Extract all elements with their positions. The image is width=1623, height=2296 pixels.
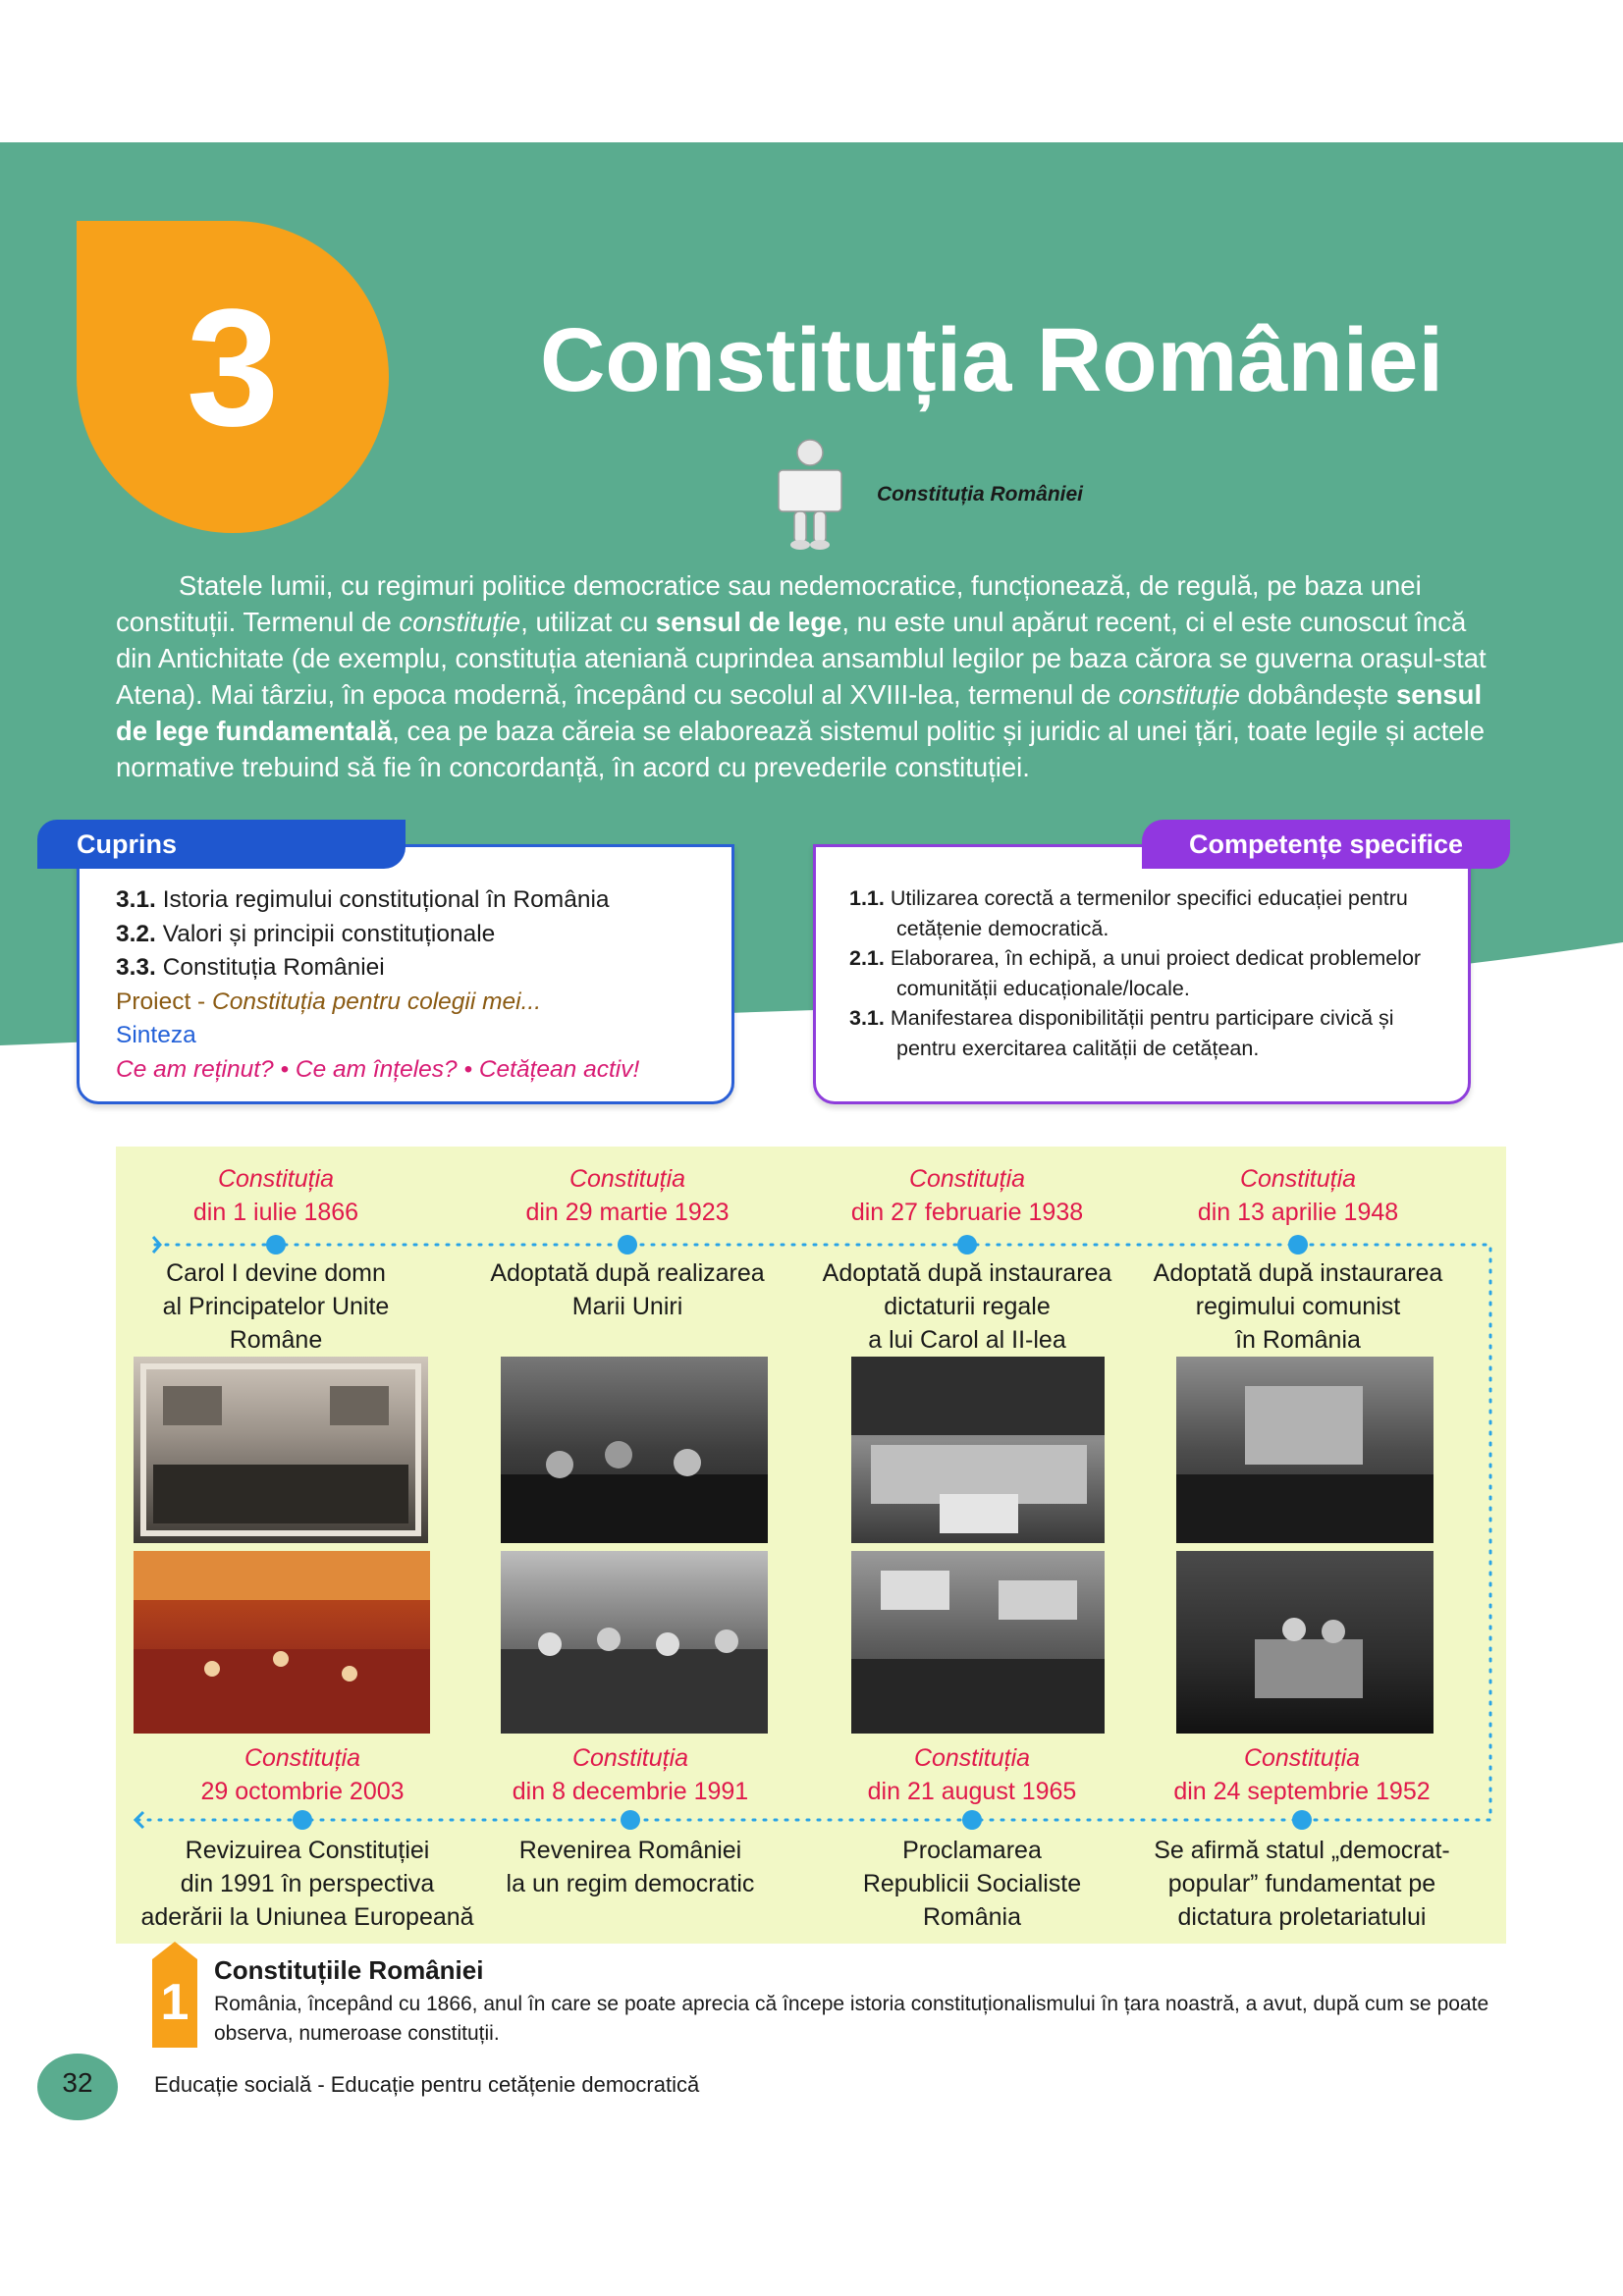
- photo-1938-signing: [851, 1357, 1105, 1543]
- timeline-desc-2003: Revizuirea Constituției din 1991 în perspectiva aderării la Uniunea Europeană: [140, 1837, 474, 1931]
- photo-1866-parliament: [134, 1357, 428, 1543]
- photo-1965-demonstration: [851, 1551, 1105, 1734]
- timeline-desc-1866: Carol I devine domn al Principatelor Unite Române: [162, 1259, 390, 1354]
- timeline-desc-1965: Proclamarea Republicii Socialiste România: [862, 1837, 1082, 1931]
- contents-list: [116, 883, 725, 1087]
- competence-item: 3.1. Manifestarea disponibilității pentru participare civică și pentru exercitarea calității de cetățean.: [849, 1006, 1394, 1060]
- timeline-date-1938: Constituția din 27 februarie 1938: [850, 1165, 1084, 1226]
- source-number: 1: [160, 1974, 189, 2031]
- timeline-date-1948: Constituția din 13 aprilie 1948: [1197, 1165, 1399, 1226]
- footer-text: Educație socială - Educație pentru cetățenie democratică: [154, 2072, 700, 2097]
- mascot-with-sign-icon: [771, 437, 849, 555]
- photo-2003-parliament: [134, 1551, 430, 1734]
- photo-1923-assembly: [501, 1357, 768, 1543]
- timeline-desc-1991: Revenirea României la un regim democratic: [506, 1837, 755, 1897]
- page-number: 32: [62, 2067, 93, 2098]
- timeline-dot: [962, 1810, 982, 1830]
- photo-1952-assembly: [1176, 1551, 1434, 1734]
- photo-1948-assembly: [1176, 1357, 1434, 1543]
- chapter-number: 3: [186, 275, 280, 461]
- timeline-date-1965: Constituția din 21 august 1965: [867, 1744, 1077, 1805]
- contents-project-item[interactable]: Proiect - Constituția pentru colegii mei...: [116, 988, 542, 1015]
- intro-paragraph: Statele lumii, cu regimuri politice democratice sau nedemocratice, funcționează, de regulă, pe baza unei constituții. Termenul de constituție, utilizat cu sensul de lege, nu este unul apărut recent, ci el este cunoscut încă din Antichitate (de exemplu, constituția ateniană cuprindea ansamblul legilor pe baza cărora se guverna orașul-stat Atena). Mai târziu, în epoca modernă, începând cu secolul al XVIII-lea, termenul de constituție dobândește sensul de lege fundamentală, cea pe baza căreia se elaborează sistemul politic și juridic al unei țări, toate legile și actele normative trebuind să fie în concordanță, în acord cu prevederile constituției.: [116, 570, 1487, 782]
- timeline-dot: [1288, 1235, 1308, 1255]
- competences-list: [849, 883, 1458, 1063]
- timeline-desc-1923: Adoptată după realizarea Marii Uniri: [490, 1259, 765, 1320]
- timeline-dot: [293, 1810, 312, 1830]
- timeline-dot: [621, 1810, 640, 1830]
- source-title: Constituțiile României: [214, 1955, 484, 1985]
- photo-1991-parliament: [501, 1551, 768, 1734]
- timeline-date-1866: Constituția din 1 iulie 1866: [192, 1165, 359, 1226]
- contents-item[interactable]: 3.3. Constituția României: [116, 954, 385, 981]
- contents-tab: Cuprins: [37, 820, 406, 869]
- mascot-caption: Constituția României: [877, 483, 1084, 506]
- constitutions-timeline: [116, 1147, 1506, 1944]
- timeline-dot: [266, 1235, 286, 1255]
- timeline-date-1991: Constituția din 8 decembrie 1991: [512, 1744, 749, 1805]
- competence-item: 1.1. Utilizarea corectă a termenilor specifici educației pentru cetățenie democratică.: [849, 886, 1408, 940]
- timeline-dot: [618, 1235, 637, 1255]
- timeline-desc-1948: Adoptată după instaurarea regimului comunist în România: [1153, 1259, 1443, 1354]
- timeline-date-1923: Constituția din 29 martie 1923: [525, 1165, 730, 1226]
- timeline-date-1952: Constituția din 24 septembrie 1952: [1173, 1744, 1431, 1805]
- competence-item: 2.1. Elaborarea, în echipă, a unui proiect dedicat problemelor comunității educaționale/locale.: [849, 946, 1422, 1000]
- contents-item[interactable]: 3.1. Istoria regimului constituțional în România: [116, 886, 610, 913]
- competences-tab: Competențe specifice: [1142, 820, 1510, 869]
- timeline-date-2003: Constituția 29 octombrie 2003: [200, 1744, 405, 1805]
- contents-review-item[interactable]: Ce am reținut? • Ce am înțeles? • Cetățean activ!: [116, 1055, 640, 1083]
- contents-item[interactable]: 3.2. Valori și principii constituționale: [116, 920, 496, 947]
- timeline-desc-1952: Se afirmă statul „democrat- popular” fundamentat pe dictatura proletariatului: [1154, 1837, 1450, 1931]
- contents-synthesis-item[interactable]: Sinteza: [116, 1022, 196, 1048]
- timeline-desc-1938: Adoptată după instaurarea dictaturii regale a lui Carol al II-lea: [822, 1259, 1112, 1354]
- source-text: România, începând cu 1866, anul în care se poate aprecia că începe istoria constituționalismului în țara noastră, a avut, după cum se poate observa, numeroase constituții.: [214, 1993, 1489, 2045]
- timeline-dot: [957, 1235, 977, 1255]
- timeline-dot: [1292, 1810, 1312, 1830]
- chapter-title: Constituția României: [539, 310, 1444, 410]
